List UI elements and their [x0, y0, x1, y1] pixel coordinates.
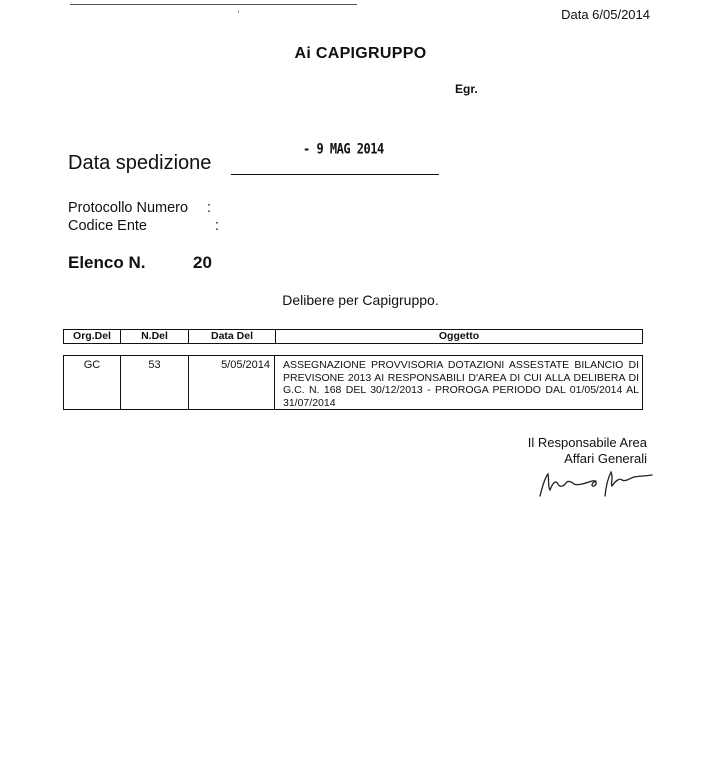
cell-date: 5/05/2014 — [189, 356, 275, 409]
page-title: Ai CAPIGRUPPO — [294, 45, 427, 62]
signature-block — [528, 435, 647, 467]
elenco-number: 20 — [193, 253, 212, 272]
protocollo-colon: : — [207, 200, 212, 216]
signature-area: Affari Generali — [564, 451, 647, 466]
spedizione-line — [231, 174, 439, 175]
table-header — [63, 329, 643, 344]
codice-label: Codice Ente — [68, 218, 147, 234]
column-header-org: Org.Del — [64, 330, 121, 343]
spedizione-label: Data spedizione — [68, 152, 212, 174]
document-date: Data 6/05/2014 — [561, 7, 650, 22]
top-rule — [70, 4, 357, 5]
date-stamp: - 9 MAG 2014 — [303, 140, 384, 158]
column-header-num: N.Del — [121, 330, 189, 343]
column-header-subject: Oggetto — [438, 330, 480, 342]
cell-subject: ASSEGNAZIONE PROVVISORIA DOTAZIONI ASSESTATE BILANCIO DI PREVISONE 2013 AI RESPONSABILI D'AREA DI CUI ALLA DELIBERA DI G.C. N. 168 DEL 30/12/2013 - PROROGA PERIODO DAL 01/05/2014 AL 31/07/2014 — [283, 359, 639, 409]
mark-dot — [238, 10, 239, 13]
cell-org: GC — [64, 356, 121, 409]
table-row — [63, 355, 643, 410]
codice-colon: : — [215, 218, 220, 234]
column-header-date: Data Del — [189, 330, 276, 343]
handwritten-signature — [534, 466, 654, 500]
recipient-label: Egr. — [455, 82, 478, 96]
cell-num: 53 — [121, 356, 189, 409]
subtitle: Delibere per Capigruppo. — [282, 292, 439, 308]
signature-title: Il Responsabile Area — [527, 435, 647, 450]
protocollo-label: Protocollo Numero — [68, 200, 189, 216]
elenco-label: Elenco N. — [68, 253, 146, 272]
